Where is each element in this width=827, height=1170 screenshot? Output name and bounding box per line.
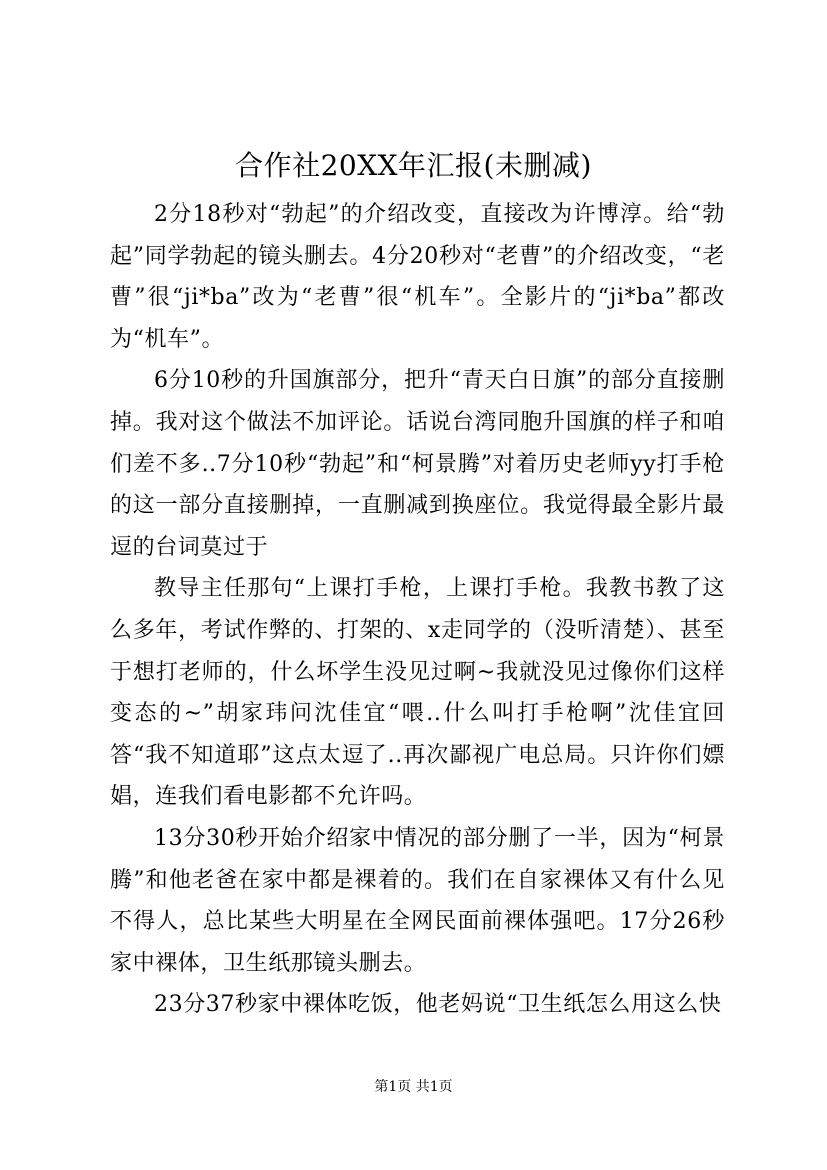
- paragraph-1: 2分18秒对“勃起”的介绍改变，直接改为许博淳。给“勃起”同学勃起的镜头删去。4分20秒对“老曹”的介绍改变，“老曹”很“ji*ba”改为“老曹”很“机车”。全影片的“ji*ba”都改为“机车”。: [110, 202, 725, 352]
- paragraph-3: 教导主任那句“上课打手枪，上课打手枪。我教书教了这么多年，考试作弊的、打架的、x走同学的（没听清楚）、甚至于想打老师的，什么坏学生没见过啊~我就没见过像你们这样变态的~”胡家玮问沈佳宜“喂..什么叫打手枪啊”沈佳宜回答“我不知道耶”这点太逗了..再次鄙视广电总局。只许你们嫖娼，连我们看电影都不允许吗。: [110, 576, 725, 810]
- paragraph-4: 13分30秒开始介绍家中情况的部分删了一半，因为“柯景腾”和他老爸在家中都是裸着的。我们在自家裸体又有什么见不得人，总比某些大明星在全网民面前裸体强吧。17分26秒家中裸体，卫生纸那镜头删去。: [110, 825, 725, 976]
- document-body: [110, 194, 725, 1026]
- paragraph-5: 23分37秒家中裸体吃饭，他老妈说“卫生纸怎么用这么快: [154, 992, 722, 1018]
- paragraph-2: 6分10秒的升国旗部分，把升“青天白日旗”的部分直接删掉。我对这个做法不加评论。话说台湾同胞升国旗的样子和咱们差不多..7分10秒“勃起”和“柯景腾”对着历史老师yy打手枪的这一部分直接删掉，一直删减到换座位。我觉得最全影片最逗的台词莫过于: [110, 368, 725, 560]
- document-title: 合作社20XX年汇报(未删减): [235, 149, 592, 182]
- page-footer: 第1页 共1页: [374, 1079, 453, 1095]
